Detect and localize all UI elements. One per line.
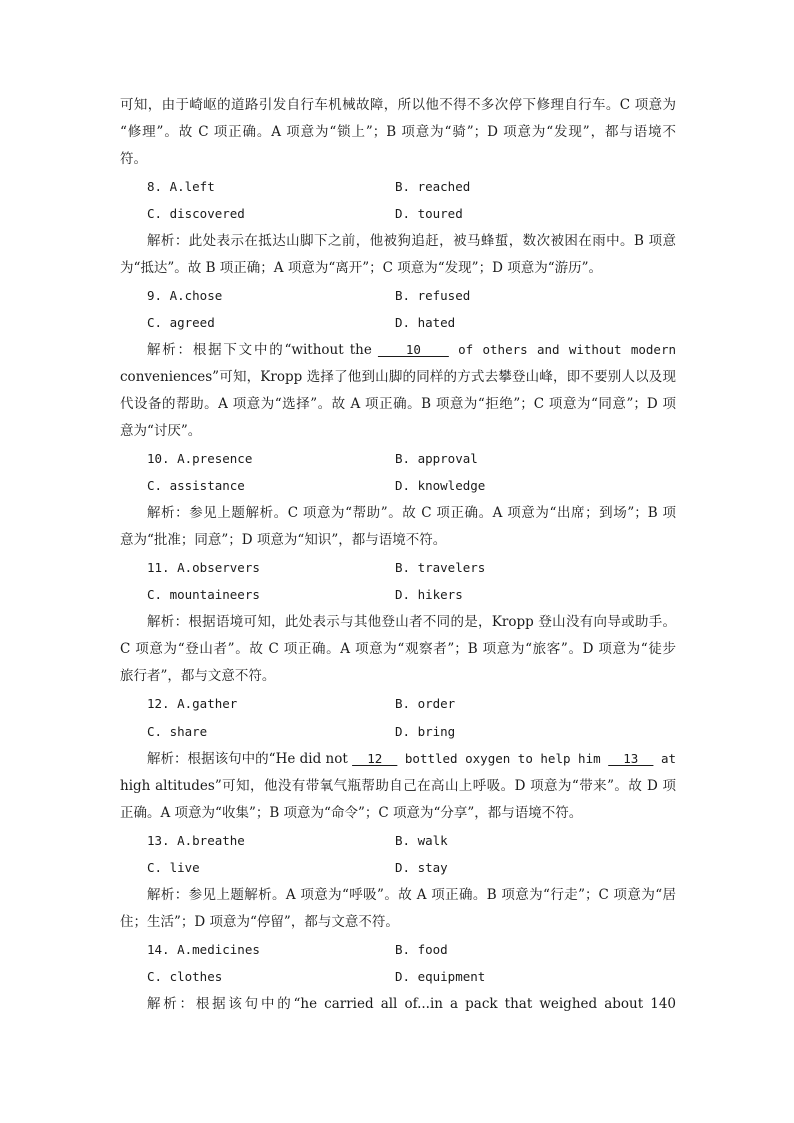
paragraph-line: “修理”。故 C 项正确。A 项意为“锁上”；B 项意为“骑”；D 项意为“发现”，都与语境不 [120,124,676,140]
question-8-option-c: C. discovered [147,206,245,221]
question-10-option-a: 10. A.presence [147,451,253,466]
explanation-text: of others and without modern [448,342,676,357]
explanation-10-line: 解析：参见上题解析。C 项意为“帮助”。故 C 项正确。A 项意为“出席；到场”；B 项 [147,505,676,521]
question-9-option-c: C. agreed [147,315,215,330]
paragraph-line: 可知，由于崎岖的道路引发自行车机械故障，所以他不得不多次停下修理自行车。C 项意为 [120,97,676,113]
question-13-option-d: D. stay [395,860,448,875]
explanation-9-line [147,339,676,361]
question-9-option-d: D. hated [395,315,456,330]
explanation-11-line: C 项意为“登山者”。故 C 项正确。A 项意为“观察者”；B 项意为“旅客”。D 项意为“徒步 [120,641,676,657]
explanation-8-line: 为“抵达”。故 B 项正确；A 项意为“离开”；C 项意为“发现”；D 项意为“游历”。 [120,260,602,276]
question-11-option-d: D. hikers [395,587,463,602]
explanation-12-line [147,748,676,770]
explanation-text: at [653,751,676,766]
question-14-option-a: 14. A.medicines [147,942,260,957]
explanation-11-line: 旅行者”，都与文意不符。 [120,668,276,684]
explanation-text: bottled oxygen to help him [397,751,609,766]
question-9-option-a: 9. A.chose [147,288,223,303]
explanation-12-line: 正确。A 项意为“收集”；B 项意为“命令”；C 项意为“分享”，都与语境不符。 [120,805,583,821]
explanation-11-line: 解析：根据语境可知，此处表示与其他登山者不同的是，Kropp 登山没有向导或助手。 [147,614,676,630]
explanation-13-line: 解析：参见上题解析。A 项意为“呼吸”。故 A 项正确。B 项意为“行走”；C 项意为“居 [147,887,676,903]
question-11-option-b: B. travelers [395,560,486,575]
explanation-9-line: 意为“讨厌”。 [120,423,202,439]
question-12-option-c: C. share [147,724,208,739]
question-14-option-d: D. equipment [395,969,486,984]
question-14-option-b: B. food [395,942,448,957]
blank-12: 12 [352,751,398,766]
blank-13: 13 [608,751,654,766]
question-10-option-c: C. assistance [147,478,245,493]
question-13-option-b: B. walk [395,833,448,848]
explanation-9-line: conveniences”可知，Kropp 选择了他到山脚的同样的方式去攀登山峰，即不要别人以及现 [120,369,676,385]
explanation-12-line: high altitudes”可知，他没有带氧气瓶帮助自己在高山上呼吸。D 项意为“带来”。故 D 项 [120,778,676,794]
explanation-text: 解析：根据下文中的“without the [147,342,378,358]
question-12-option-d: D. bring [395,724,456,739]
question-8-option-a: 8. A.left [147,179,215,194]
blank-10: 10 [377,342,449,357]
explanation-13-line: 住；生活”；D 项意为“停留”，都与文意不符。 [120,914,399,930]
question-8-option-d: D. toured [395,206,463,221]
question-13-option-c: C. live [147,860,200,875]
question-8-option-b: B. reached [395,179,471,194]
question-11-option-c: C. mountaineers [147,587,260,602]
question-13-option-a: 13. A.breathe [147,833,245,848]
question-10-option-b: B. approval [395,451,478,466]
explanation-text: 解析：根据该句中的“He did not [147,751,353,767]
question-10-option-d: D. knowledge [395,478,486,493]
explanation-14-line: 解析：根据该句中的“he carried all of...in a pack that weighed about 140 [147,996,676,1012]
explanation-9-line: 代设备的帮助。A 项意为“选择”。故 A 项正确。B 项意为“拒绝”；C 项意为“同意”；D 项 [120,396,676,412]
paragraph-line: 符。 [120,151,147,167]
question-14-option-c: C. clothes [147,969,223,984]
explanation-10-line: 意为“批准；同意”；D 项意为“知识”，都与语境不符。 [120,532,447,548]
question-12-option-b: B. order [395,696,456,711]
question-11-option-a: 11. A.observers [147,560,260,575]
explanation-8-line: 解析：此处表示在抵达山脚下之前，他被狗追赶，被马蜂蜇，数次被困在雨中。B 项意 [147,233,676,249]
question-12-option-a: 12. A.gather [147,696,238,711]
question-9-option-b: B. refused [395,288,471,303]
